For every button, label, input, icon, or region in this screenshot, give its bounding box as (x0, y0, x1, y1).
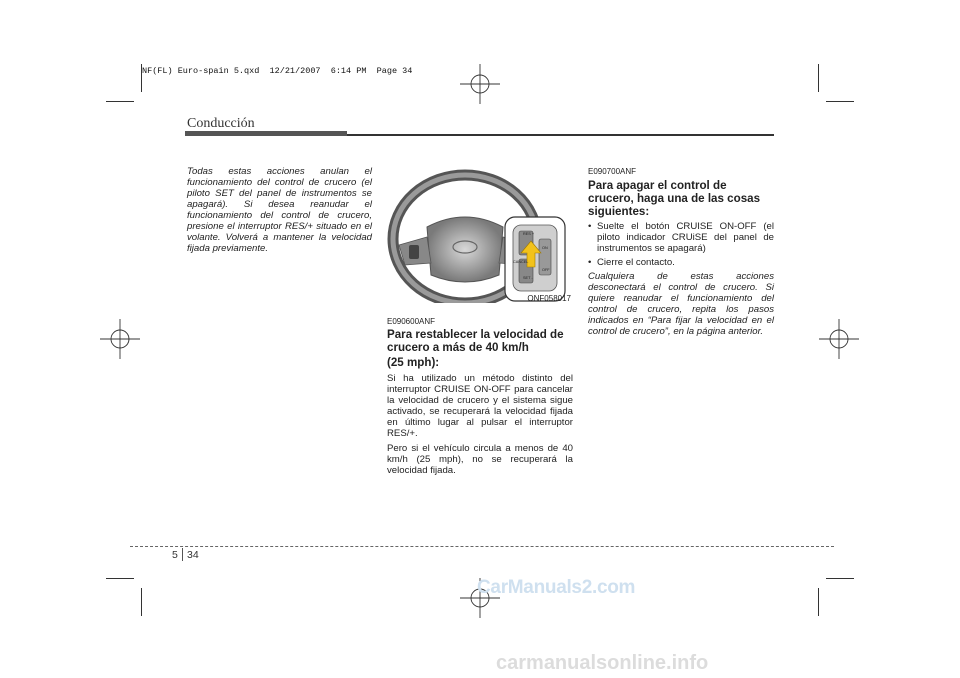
on-label: ON (542, 246, 548, 250)
footer-separator (182, 548, 183, 561)
set-label: SET - (523, 276, 533, 280)
res-label: RES + (523, 232, 535, 236)
chapter-number: 5 (172, 549, 178, 561)
column-2 (387, 316, 573, 480)
turn-off-list (588, 221, 774, 268)
section-code: E090700ANF (588, 167, 637, 176)
column-1 (187, 166, 372, 258)
resume-heading-speed: (25 mph): (387, 356, 440, 369)
resume-paragraph-1: Si ha utilizado un método distinto del interruptor CRUISE ON-OFF para cancelar la velocidad de crucero y el sistema sigue activado, se recuperará la velocidad fijada en último lugar al pulsar el interruptor RES/+. (387, 372, 573, 439)
steering-wheel-illustration (387, 167, 573, 303)
page-number: 34 (187, 549, 199, 561)
watermark-footer: carmanualsonline.info (496, 652, 709, 674)
section-code: E090600ANF (387, 317, 436, 326)
steering-wheel-figure (387, 167, 573, 303)
figure-caption: ONF058017 (527, 294, 571, 303)
cancel-note-paragraph: Todas estas acciones anulan el funcionamiento del control de crucero (el piloto SET del panel de instrumentos se apagará). Si desea reanudar el funcionamiento del control de crucero, presione el interruptor RES/+ situado en el volante. Volverá a mantener la velocidad fijada previamente. (187, 166, 372, 254)
cancel-label: CANCEL (513, 260, 529, 264)
title-bar (185, 131, 347, 136)
turn-off-note-paragraph: Cualquiera de estas acciones desconectará el control de crucero. Si quiere reanudar el funcionamiento del control de crucero, repita los pasos indicados en “Para fijar la velocidad en el control de crucero”, en la página anterior. (588, 271, 774, 337)
list-item: • Cierre el contacto. (588, 257, 675, 268)
column-3 (588, 166, 774, 341)
resume-heading: Para restablecer la velocidad de crucero a más de 40 km/h (387, 328, 564, 354)
footer-rule (130, 546, 834, 547)
file-header: NF(FL) Euro-spain 5.qxd 12/21/2007 6:14 PM Page 34 (142, 66, 413, 76)
watermark-logo: CarManuals2.com (477, 577, 636, 598)
resume-paragraph-2: Pero si el vehículo circula a menos de 40 km/h (25 mph), no se recuperará la velocidad fijada. (387, 442, 573, 476)
turn-off-heading: Para apagar el control de crucero, haga una de las cosas siguientes: (588, 179, 761, 218)
list-item: • Suelte el botón CRUISE ON-OFF (el piloto indicador CRUiSE del panel de instrumentos se apagará) (588, 221, 774, 254)
title-rule (347, 134, 774, 136)
section-title: Conducción (187, 116, 255, 131)
off-label: OFF (542, 268, 550, 272)
